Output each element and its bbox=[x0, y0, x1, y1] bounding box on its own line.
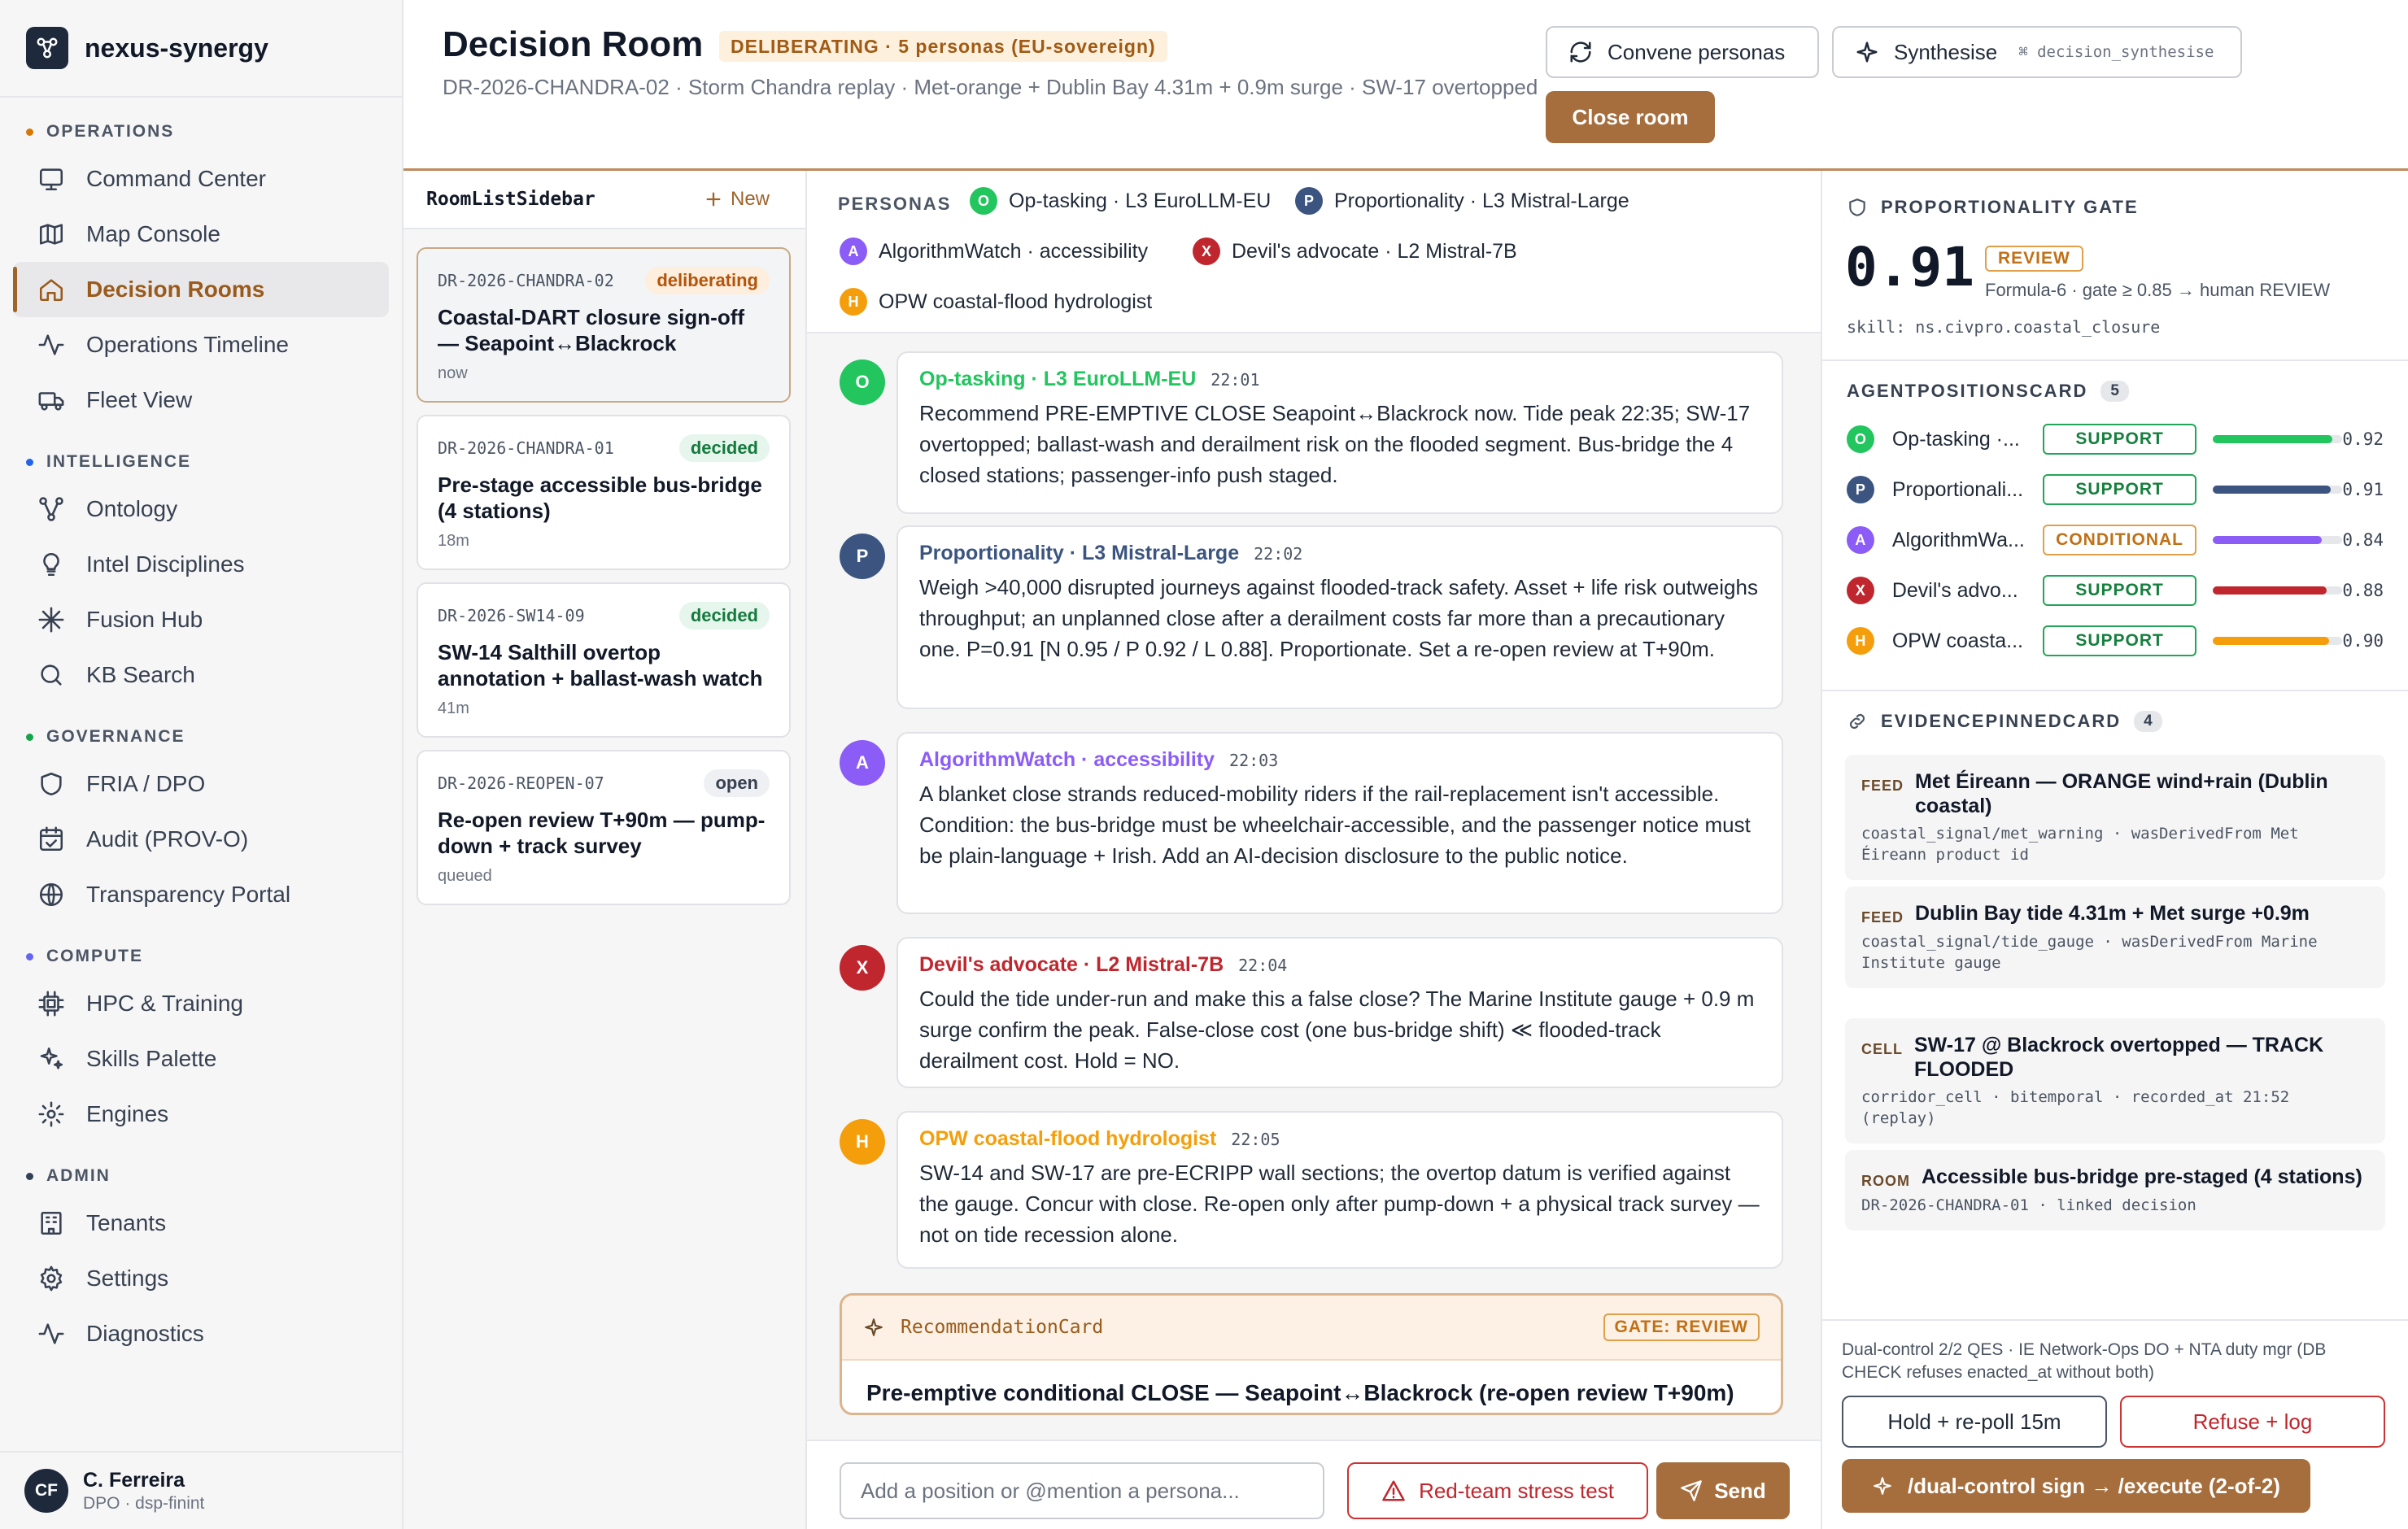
agent-name: Devil's advo... bbox=[1891, 578, 2018, 602]
nav-section-title bbox=[13, 442, 389, 481]
section-dot-icon bbox=[26, 734, 33, 741]
confidence-bar-fill bbox=[2213, 586, 2327, 595]
evidence-title: Dublin Bay tide 4.31m + Met surge +0.9m bbox=[1915, 902, 2310, 925]
stance-badge: SUPPORT bbox=[2043, 424, 2196, 455]
confidence-bar bbox=[2213, 536, 2342, 544]
warning-icon bbox=[1381, 1479, 1406, 1503]
recommendation-card[interactable] bbox=[840, 1293, 1783, 1415]
confidence-bar bbox=[2213, 637, 2342, 645]
message-header bbox=[919, 1127, 1760, 1151]
room-card[interactable] bbox=[417, 582, 791, 738]
persona-avatar: X bbox=[1847, 577, 1874, 604]
persona-avatar: P bbox=[1847, 476, 1874, 503]
room-status-badge: decided bbox=[679, 602, 770, 629]
room-title: Pre-stage accessible bus-bridge (4 stations) bbox=[438, 473, 762, 523]
new-room-button[interactable] bbox=[705, 188, 770, 211]
hold-repoll-button[interactable]: Hold + re-poll 15m bbox=[1842, 1396, 2107, 1448]
nav-section-admin bbox=[0, 1157, 402, 1361]
message-header bbox=[919, 953, 1760, 977]
brand-name: nexus-synergy bbox=[85, 33, 268, 63]
message-author: Op-tasking · L3 EuroLLM-EU bbox=[919, 368, 1197, 390]
personas-label: PERSONAS bbox=[838, 194, 952, 214]
gate-value: 0.91 bbox=[1845, 236, 1974, 298]
evidence-title: Met Éireann — ORANGE wind+rain (Dublin coastal) bbox=[1915, 770, 2328, 817]
status-badge: DELIBERATING · 5 personas (EU-sovereign) bbox=[719, 31, 1167, 62]
evidence-kind: CELL bbox=[1861, 1041, 1903, 1057]
ontology-icon bbox=[37, 495, 86, 523]
room-time: 41m bbox=[438, 699, 469, 717]
confidence-value: 0.92 bbox=[2342, 429, 2384, 449]
agent-name: Op-tasking ·... bbox=[1891, 427, 2020, 451]
sidebar-item-skills-palette[interactable] bbox=[13, 1031, 389, 1087]
message-time: 22:03 bbox=[1229, 751, 1279, 770]
right-panel bbox=[1822, 171, 2408, 1529]
persona-avatar: P bbox=[840, 534, 885, 579]
agent-position-row[interactable] bbox=[1847, 470, 2384, 509]
nav-section-title bbox=[13, 717, 389, 756]
page-subtitle: DR-2026-CHANDRA-02 · Storm Chandra replay · Met-orange + Dublin Bay 4.31m + 0.9m surge · SW-17 overtopped bbox=[443, 75, 1538, 99]
synthesise-shortcut: ⌘ decision_synthesise bbox=[2018, 43, 2214, 61]
sidebar-item-label: Map Console bbox=[86, 221, 220, 246]
section-dot-icon bbox=[26, 459, 33, 466]
room-title: Coastal-DART closure sign-off — Seapoint↔Blackrock bbox=[438, 305, 745, 355]
send-label: Send bbox=[1714, 1478, 1766, 1503]
agent-positions-title bbox=[1847, 381, 2129, 402]
sidebar-item-label: Decision Rooms bbox=[86, 277, 265, 302]
sidebar-item-label: Transparency Portal bbox=[86, 882, 291, 907]
room-card-header bbox=[438, 602, 770, 629]
message-bubble bbox=[896, 1111, 1783, 1269]
sparkle-icon bbox=[1855, 40, 1879, 64]
user-profile[interactable] bbox=[0, 1451, 402, 1529]
persona-label: Proportionality · L3 Mistral-Large bbox=[1334, 189, 1629, 212]
message-time: 22:01 bbox=[1211, 370, 1260, 390]
link-icon bbox=[1847, 711, 1868, 732]
divider bbox=[1822, 1319, 2408, 1321]
evidence-pinned-count: 4 bbox=[2134, 711, 2162, 732]
recommendation-title: RecommendationCard bbox=[901, 1317, 1104, 1338]
persona-chip-h[interactable] bbox=[840, 288, 1152, 316]
sidebar-item-decision-rooms[interactable] bbox=[13, 262, 389, 317]
send-icon bbox=[1680, 1479, 1703, 1502]
room-list-sidebar bbox=[404, 171, 807, 1529]
intel-disciplines-icon bbox=[37, 551, 86, 578]
message-text: SW-14 and SW-17 are pre-ECRIPP wall sections; the overtop datum is verified against the gauge. Concur with close. Re-open only after pump-down + a physical track survey — not on tide recession alone. bbox=[919, 1161, 1760, 1247]
dual-control-sign-button[interactable] bbox=[1842, 1459, 2310, 1513]
hpc-training-icon bbox=[37, 990, 86, 1017]
persona-chip-x[interactable] bbox=[1193, 237, 1517, 265]
message-item bbox=[840, 1119, 1783, 1277]
gate-skill: skill: ns.civpro.coastal_closure bbox=[1847, 317, 2161, 337]
evidence-header bbox=[1861, 901, 2369, 926]
room-id: DR-2026-REOPEN-07 bbox=[438, 773, 604, 793]
nav-section-compute bbox=[0, 937, 402, 1142]
message-item bbox=[840, 740, 1783, 922]
confidence-bar bbox=[2213, 586, 2342, 595]
sidebar-item-fria-dpo[interactable] bbox=[13, 756, 389, 812]
sidebar-item-engines[interactable] bbox=[13, 1087, 389, 1142]
sidebar-item-label: Tenants bbox=[86, 1210, 167, 1235]
refuse-log-button[interactable]: Refuse + log bbox=[2120, 1396, 2385, 1448]
kb-search-icon bbox=[37, 661, 86, 689]
sidebar-nav bbox=[0, 0, 404, 1529]
sidebar-item-label: Command Center bbox=[86, 166, 266, 191]
confidence-bar-fill bbox=[2213, 536, 2322, 544]
proportionality-gate-label: PROPORTIONALITY GATE bbox=[1881, 197, 2139, 217]
nav-section-intelligence bbox=[0, 442, 402, 703]
room-card[interactable] bbox=[417, 247, 791, 403]
message-author: OPW coastal-flood hydrologist bbox=[919, 1127, 1217, 1150]
room-card[interactable] bbox=[417, 415, 791, 570]
persona-chip-a[interactable] bbox=[840, 237, 1148, 265]
send-button[interactable] bbox=[1656, 1462, 1790, 1519]
message-time: 22:02 bbox=[1254, 544, 1303, 564]
message-header bbox=[919, 748, 1760, 772]
sidebar-item-map-console[interactable] bbox=[13, 207, 389, 262]
sidebar-item-command-center[interactable] bbox=[13, 151, 389, 207]
fria-dpo-icon bbox=[37, 770, 86, 798]
operations-timeline-icon bbox=[37, 331, 86, 359]
room-list-title: RoomListSidebar bbox=[426, 189, 595, 210]
message-bubble bbox=[896, 525, 1783, 709]
sidebar-item-label: Fusion Hub bbox=[86, 607, 203, 632]
persona-avatar: P bbox=[1295, 187, 1323, 215]
nav-section-title bbox=[13, 937, 389, 976]
persona-avatar: X bbox=[840, 945, 885, 991]
divider bbox=[1822, 359, 2408, 361]
message-header bbox=[919, 542, 1760, 565]
message-author: Proportionality · L3 Mistral-Large bbox=[919, 542, 1240, 564]
stance-badge: SUPPORT bbox=[2043, 474, 2196, 505]
sidebar-item-label: Settings bbox=[86, 1265, 169, 1291]
sidebar-item-tenants[interactable] bbox=[13, 1196, 389, 1251]
persona-avatar: X bbox=[1193, 237, 1220, 265]
message-author: AlgorithmWatch · accessibility bbox=[919, 748, 1215, 771]
sidebar-item-label: Engines bbox=[86, 1101, 169, 1126]
sidebar-item-label: Diagnostics bbox=[86, 1321, 204, 1346]
evidence-card[interactable] bbox=[1845, 755, 2385, 880]
agent-position-row[interactable] bbox=[1847, 571, 2384, 610]
shield-icon bbox=[1847, 197, 1868, 218]
sidebar-item-kb-search[interactable] bbox=[13, 647, 389, 703]
sidebar-item-intel-disciplines[interactable] bbox=[13, 537, 389, 592]
sparkle-icon bbox=[863, 1317, 884, 1338]
sidebar-item-settings[interactable] bbox=[13, 1251, 389, 1306]
room-id: DR-2026-CHANDRA-01 bbox=[438, 438, 614, 458]
sidebar-item-label: Intel Disciplines bbox=[86, 551, 245, 577]
persona-label: OPW coastal-flood hydrologist bbox=[879, 290, 1153, 313]
section-dot-icon bbox=[26, 129, 33, 136]
message-time: 22:04 bbox=[1238, 956, 1288, 975]
sidebar-item-label: Skills Palette bbox=[86, 1046, 217, 1071]
fusion-hub-icon bbox=[37, 606, 86, 634]
confidence-value: 0.88 bbox=[2342, 581, 2384, 600]
convene-personas-label: Convene personas bbox=[1608, 39, 1786, 64]
confidence-bar bbox=[2213, 486, 2342, 494]
sidebar-item-label: HPC & Training bbox=[86, 991, 243, 1016]
section-dot-icon bbox=[26, 1173, 33, 1180]
transparency-portal-icon bbox=[37, 881, 86, 908]
confidence-value: 0.90 bbox=[2342, 631, 2384, 651]
nav-section-label: OPERATIONS bbox=[46, 122, 175, 141]
brand[interactable] bbox=[0, 0, 402, 98]
persona-avatar: A bbox=[840, 740, 885, 786]
dual-control-note: Dual-control 2/2 QES · IE Network-Ops DO + NTA duty mgr (DB CHECK refuses enacted_at without both) bbox=[1842, 1340, 2327, 1382]
message-text: A blanket close strands reduced-mobility riders if the rail-replacement isn't accessible. Condition: the bus-bridge must be wheelchair-accessible, and the passenger notice must be plain-language + Irish. Add an AI-decision disclosure to the public notice. bbox=[919, 782, 1751, 868]
message-item bbox=[840, 945, 1783, 1096]
sidebar-item-fleet-view[interactable] bbox=[13, 372, 389, 428]
room-time: 18m bbox=[438, 532, 469, 550]
confidence-bar bbox=[2213, 435, 2342, 443]
deliberation-chat bbox=[807, 171, 1822, 1529]
persona-label: Devil's advocate · L2 Mistral-7B bbox=[1232, 239, 1517, 263]
agent-position-row[interactable] bbox=[1847, 420, 2384, 459]
dual-control-sign-label: /dual-control sign → /execute (2-of-2) bbox=[1908, 1473, 2280, 1498]
agent-name: Proportionali... bbox=[1891, 477, 2024, 501]
evidence-card[interactable] bbox=[1845, 1018, 2385, 1143]
message-bubble bbox=[896, 937, 1783, 1088]
room-list-header bbox=[404, 171, 805, 229]
sidebar-item-label: KB Search bbox=[86, 662, 195, 687]
persona-avatar: O bbox=[970, 187, 997, 215]
page-title: Decision Room bbox=[443, 24, 704, 64]
evidence-meta: corridor_cell · bitemporal · recorded_at 21:52 (replay) bbox=[1861, 1088, 2290, 1127]
evidence-meta: coastal_signal/tide_gauge · wasDerivedFrom Marine Institute gauge bbox=[1861, 933, 2318, 972]
position-input[interactable] bbox=[840, 1462, 1324, 1519]
nav-section-label: ADMIN bbox=[46, 1166, 111, 1185]
evidence-pinned-label: EVIDENCEPINNEDCARD bbox=[1881, 711, 2122, 731]
evidence-meta: DR-2026-CHANDRA-01 · linked decision bbox=[1861, 1196, 2196, 1214]
sidebar-item-fusion-hub[interactable] bbox=[13, 592, 389, 647]
room-status-badge: open bbox=[704, 769, 770, 797]
evidence-header bbox=[1861, 1165, 2369, 1190]
room-time: now bbox=[438, 364, 468, 382]
message-text: Could the tide under-run and make this a false close? The Marine Institute gauge + 0.9 m surge confirm the peak. False-close cost (one bus-bridge shift) ≪ flooded-track derailment cost. Hold = NO. bbox=[919, 987, 1755, 1073]
agent-name: OPW coasta... bbox=[1891, 629, 2024, 652]
persona-avatar: H bbox=[840, 1119, 885, 1165]
audit-prov-o-icon bbox=[37, 825, 86, 853]
nav-section-label: INTELLIGENCE bbox=[46, 452, 192, 471]
recommendation-header bbox=[842, 1296, 1781, 1361]
message-text: Weigh >40,000 disrupted journeys against flooded-track safety. Asset + life risk outweighs throughput; an unplanned close after a derailment costs far more than a precautionary one. P=0.91 [N 0.95 / P 0.92 / L 0.88]. Proportionate. Set a re-open review at T+90m. bbox=[919, 575, 1758, 661]
section-dot-icon bbox=[26, 953, 33, 961]
nav-section-governance bbox=[0, 717, 402, 922]
persona-label: Op-tasking · L3 EuroLLM-EU bbox=[1009, 189, 1272, 212]
sidebar-item-transparency-portal[interactable] bbox=[13, 867, 389, 922]
message-time: 22:05 bbox=[1231, 1130, 1280, 1149]
evidence-card[interactable] bbox=[1845, 1150, 2385, 1231]
persona-label: AlgorithmWatch · accessibility bbox=[879, 239, 1149, 263]
evidence-title: Accessible bus-bridge pre-staged (4 stations) bbox=[1922, 1165, 2362, 1188]
room-card-header bbox=[438, 769, 770, 797]
sparkle-icon bbox=[1872, 1475, 1893, 1496]
agent-name: AlgorithmWa... bbox=[1891, 528, 2025, 551]
sidebar-item-label: Ontology bbox=[86, 496, 178, 521]
stance-badge: SUPPORT bbox=[2043, 625, 2196, 656]
confidence-bar-fill bbox=[2213, 435, 2332, 443]
new-room-label: New bbox=[730, 188, 770, 210]
gate-review-badge: REVIEW bbox=[1985, 246, 2083, 272]
page-header bbox=[404, 0, 2408, 171]
nav-section-operations bbox=[0, 112, 402, 428]
proportionality-gate-title bbox=[1847, 197, 2139, 218]
room-id: DR-2026-CHANDRA-02 bbox=[438, 271, 614, 290]
diagnostics-icon bbox=[37, 1320, 86, 1348]
sidebar-item-label: Fleet View bbox=[86, 387, 193, 412]
agent-position-row[interactable] bbox=[1847, 621, 2384, 660]
stance-badge: SUPPORT bbox=[2043, 575, 2196, 606]
sidebar-item-label: Audit (PROV-O) bbox=[86, 826, 249, 852]
persona-avatar: H bbox=[1847, 627, 1874, 655]
evidence-pinned-title bbox=[1847, 711, 2162, 732]
avatar: CF bbox=[24, 1469, 68, 1513]
recommendation-body: Pre-emptive conditional CLOSE — Seapoint↔Blackrock (re-open review T+90m) bbox=[866, 1380, 1734, 1405]
nav-section-label: COMPUTE bbox=[46, 947, 143, 965]
convene-personas-button[interactable] bbox=[1546, 26, 1819, 78]
synthesise-label: Synthesise bbox=[1894, 39, 1998, 64]
room-card[interactable] bbox=[417, 750, 791, 905]
gate-formula: Formula-6 · gate ≥ 0.85 → human REVIEW bbox=[1985, 280, 2331, 300]
room-status-badge: deliberating bbox=[645, 267, 770, 294]
message-header bbox=[919, 368, 1760, 391]
persona-chip-o[interactable] bbox=[970, 187, 1271, 215]
plus-icon bbox=[705, 190, 722, 208]
engines-icon bbox=[37, 1100, 86, 1128]
evidence-kind: FEED bbox=[1861, 778, 1904, 794]
evidence-header bbox=[1861, 1033, 2369, 1082]
message-author: Devil's advocate · L2 Mistral-7B bbox=[919, 953, 1224, 976]
sidebar-item-label: FRIA / DPO bbox=[86, 771, 206, 796]
persona-avatar: A bbox=[840, 237, 867, 265]
evidence-kind: ROOM bbox=[1861, 1173, 1910, 1189]
sidebar-item-audit-prov-o[interactable] bbox=[13, 812, 389, 867]
red-team-button[interactable] bbox=[1347, 1462, 1648, 1519]
message-item bbox=[840, 359, 1783, 522]
refresh-icon bbox=[1568, 40, 1593, 64]
map-console-icon bbox=[37, 220, 86, 248]
confidence-bar-fill bbox=[2213, 486, 2331, 494]
user-role: DPO · dsp-finint bbox=[83, 1493, 205, 1513]
message-bubble bbox=[896, 351, 1783, 514]
room-status-badge: decided bbox=[679, 434, 770, 462]
room-card-header bbox=[438, 267, 770, 294]
nav-section-title bbox=[13, 1157, 389, 1196]
evidence-title: SW-17 @ Blackrock overtopped — TRACK FLOODED bbox=[1914, 1034, 2324, 1081]
room-card-header bbox=[438, 434, 770, 462]
composer bbox=[807, 1440, 1821, 1529]
sidebar-item-diagnostics[interactable] bbox=[13, 1306, 389, 1361]
message-bubble bbox=[896, 732, 1783, 914]
persona-avatar: H bbox=[840, 288, 867, 316]
synthesise-button[interactable] bbox=[1832, 26, 2242, 78]
sidebar-item-hpc-training[interactable] bbox=[13, 976, 389, 1031]
user-name: C. Ferreira bbox=[83, 1468, 185, 1492]
skills-palette-icon bbox=[37, 1045, 86, 1073]
brand-logo-icon bbox=[26, 27, 68, 69]
persona-bar bbox=[807, 171, 1821, 333]
confidence-bar-fill bbox=[2213, 637, 2329, 645]
fleet-view-icon bbox=[37, 386, 86, 414]
evidence-kind: FEED bbox=[1861, 909, 1904, 926]
evidence-card[interactable] bbox=[1845, 886, 2385, 988]
settings-icon bbox=[37, 1265, 86, 1292]
persona-avatar: O bbox=[1847, 425, 1874, 453]
close-room-button[interactable]: Close room bbox=[1546, 91, 1715, 143]
nav-section-label: GOVERNANCE bbox=[46, 727, 185, 746]
persona-avatar: A bbox=[1847, 526, 1874, 554]
sidebar-item-operations-timeline[interactable] bbox=[13, 317, 389, 372]
command-center-icon bbox=[37, 165, 86, 193]
sidebar-item-label: Operations Timeline bbox=[86, 332, 290, 357]
persona-avatar: O bbox=[840, 359, 885, 405]
decision-rooms-icon bbox=[37, 276, 86, 303]
persona-chip-p[interactable] bbox=[1295, 187, 1629, 215]
room-title: SW-14 Salthill overtop annotation + ballast-wash watch bbox=[438, 640, 763, 690]
message-item bbox=[840, 534, 1783, 717]
nav-section-title bbox=[13, 112, 389, 151]
agent-position-row[interactable] bbox=[1847, 521, 2384, 560]
agent-positions-count: 5 bbox=[2100, 381, 2129, 402]
nav-sections bbox=[0, 112, 402, 1361]
confidence-value: 0.84 bbox=[2342, 530, 2384, 550]
divider bbox=[1822, 690, 2408, 691]
gate-review-badge: GATE: REVIEW bbox=[1603, 1313, 1760, 1341]
room-time: queued bbox=[438, 867, 492, 885]
room-id: DR-2026-SW14-09 bbox=[438, 606, 585, 625]
stance-badge: CONDITIONAL bbox=[2043, 525, 2196, 555]
message-text: Recommend PRE-EMPTIVE CLOSE Seapoint↔Blackrock now. Tide peak 22:35; SW-17 overtopped; ballast-wash and derailment risk on the flooded segment. Bus-bridge the 4 closed stations; passenger-info push staged. bbox=[919, 401, 1751, 487]
room-title: Re-open review T+90m — pump-down + track survey bbox=[438, 808, 766, 858]
evidence-header bbox=[1861, 769, 2369, 818]
agent-positions-label: AGENTPOSITIONSCARD bbox=[1847, 381, 2088, 401]
confidence-value: 0.91 bbox=[2342, 480, 2384, 499]
sidebar-item-ontology[interactable] bbox=[13, 481, 389, 537]
tenants-icon bbox=[37, 1209, 86, 1237]
evidence-meta: coastal_signal/met_warning · wasDerivedFrom Met Éireann product id bbox=[1861, 825, 2299, 864]
red-team-label: Red-team stress test bbox=[1419, 1478, 1614, 1503]
